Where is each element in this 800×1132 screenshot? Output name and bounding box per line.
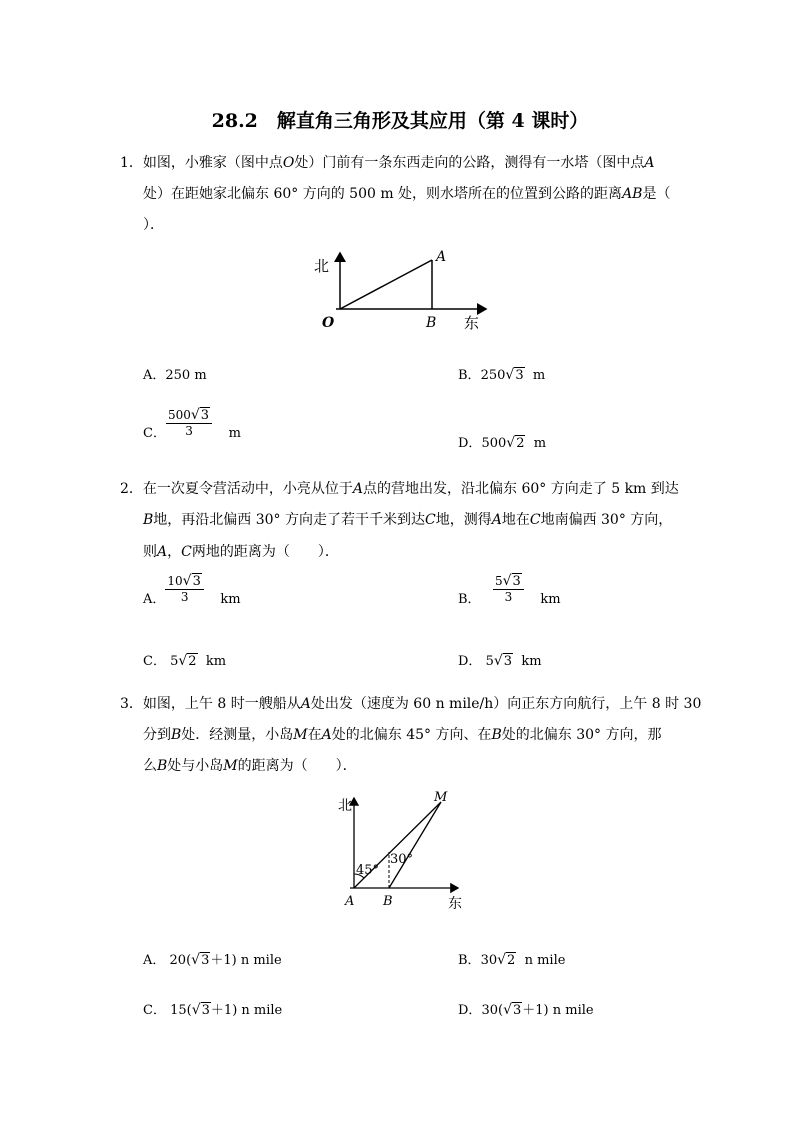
- q1-line2: 处）在距她家北偏东 60° 方向的 500 m 处，则水塔所在的位置到公路的距离AB是（: [143, 186, 671, 202]
- q2-option-b[interactable]: B． $\frac{5√3}{3}$ km: [458, 573, 561, 607]
- q2-line1: 2．在一次夏令营活动中，小亮从位于A点的营地出发，沿北偏东 60° 方向走了 5 km 到达: [120, 481, 679, 497]
- q3-label-angle30: 30°: [390, 852, 414, 867]
- q3-option-d[interactable]: D．30(√3＋1) n mile: [458, 1002, 594, 1018]
- q1-option-c-fraction: $\frac{500√3}{3}$: [166, 408, 212, 438]
- q1-line3: ）．: [143, 217, 164, 233]
- q1-label-O: O: [322, 315, 335, 331]
- q3-line1: 3．如图，上午 8 时一艘船从A处出发（速度为 60 n mile/h）向正东方向航行，上午 8 时 30: [120, 696, 702, 712]
- q3-figure: [330, 788, 480, 918]
- q1-option-a[interactable]: A．250 m: [143, 368, 207, 383]
- q3-label-B: B: [383, 894, 393, 909]
- q2-option-a[interactable]: A． $\frac{10√3}{3}$ km: [143, 573, 241, 607]
- q1-option-d[interactable]: D．500√2 m: [458, 435, 547, 451]
- q3-option-a[interactable]: A． 20(√3＋1) n mile: [143, 952, 282, 968]
- q2-option-c[interactable]: C． 5√2 km: [143, 653, 227, 669]
- q3-label-M: M: [434, 790, 448, 805]
- q1-label-B: B: [426, 315, 437, 331]
- q2-option-a-fraction: $\frac{10√3}{3}$: [165, 574, 203, 604]
- q2-line2: B地，再沿北偏西 30° 方向走了若干千米到达C地，测得A地在C地南偏西 30° 方向，: [143, 512, 673, 528]
- q3-label-east: 东: [448, 896, 462, 912]
- q3-label-north: 北: [338, 798, 352, 814]
- q1-label-A: A: [436, 249, 447, 265]
- page-title: 28.2 解直角三角形及其应用（第 4 课时）: [211, 110, 589, 132]
- q3-line2: 分到B处．经测量，小岛M在A处的北偏东 45° 方向、在B处的北偏东 30° 方向，那: [143, 727, 662, 743]
- q1-figure: [300, 245, 500, 340]
- q1-line1: 1．如图，小雅家（图中点O处）门前有一条东西走向的公路，测得有一水塔（图中点A: [120, 155, 655, 171]
- q1-number: 1．: [120, 155, 143, 171]
- q2-option-b-fraction: $\frac{5√3}{3}$: [493, 574, 524, 604]
- q1-label-north: 北: [314, 257, 330, 275]
- q3-label-A: A: [345, 894, 355, 909]
- q3-option-b[interactable]: B．30√2 n mile: [458, 952, 566, 968]
- q2-option-d[interactable]: D． 5√3 km: [458, 653, 542, 669]
- q3-line3: 么B处与小岛M的距离为（ ）．: [143, 758, 357, 774]
- q1-option-b[interactable]: B．250√3 m: [458, 367, 546, 383]
- q1-option-c[interactable]: C． $\frac{500√3}{3}$ m: [143, 407, 241, 441]
- q2-number: 2．: [120, 481, 143, 497]
- q2-line3: 则A，C两地的距离为（ ）．: [143, 544, 339, 560]
- q1-label-east: 东: [464, 314, 480, 332]
- q1-segment-OA: [340, 260, 432, 309]
- q3-label-angle45: 45°: [356, 863, 380, 878]
- q3-number: 3．: [120, 696, 143, 712]
- q3-option-c[interactable]: C． 15(√3＋1) n mile: [143, 1002, 283, 1018]
